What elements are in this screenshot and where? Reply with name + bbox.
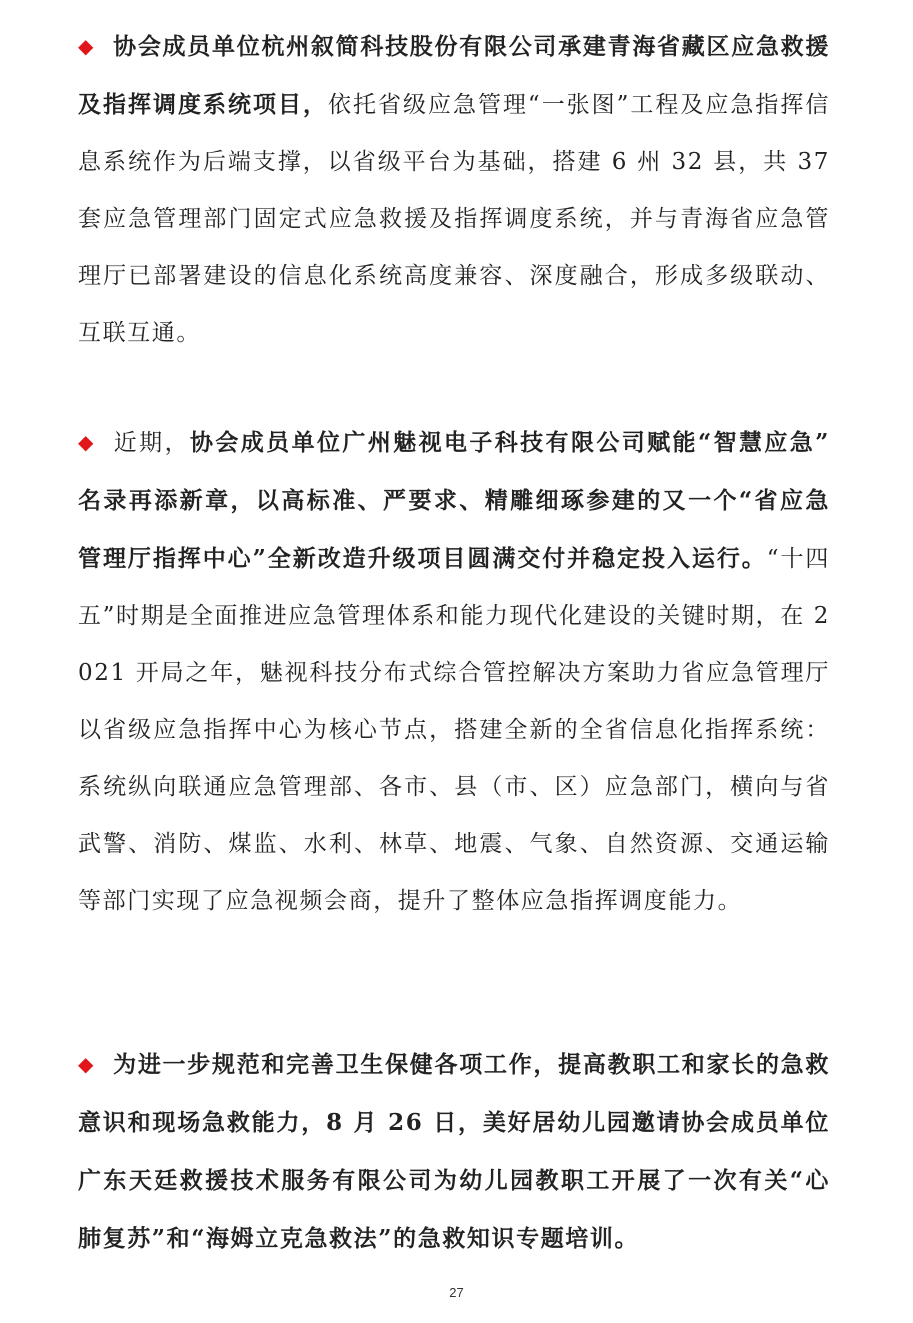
news-paragraph-3 <box>78 1036 830 1268</box>
red-diamond-bullet-icon: ◆ <box>78 34 95 58</box>
news-paragraph-2 <box>78 414 830 930</box>
paragraph-3-bold-text: 为进一步规范和完善卫生保健各项工作，提高教职工和家长的急救意识和现场急救能力，8 月 26 日，美好居幼儿园邀请协会成员单位广东天廷救援技术服务有限公司为幼儿园教职工开展了一次有关“心肺复苏”和“海姆立克急救法”的急救知识专题培训。 <box>78 1051 830 1252</box>
paragraph-2-bold-text: 协会成员单位广州魅视电子科技有限公司赋能“智慧应急”名录再添新章，以高标准、严要求、精雕细琢参建的又一个“省应急管理厅指挥中心”全新改造升级项目圆满交付并稳定投入运行。 <box>78 429 830 572</box>
red-diamond-bullet-icon: ◆ <box>78 430 95 454</box>
paragraph-2-body-text: “十四五”时期是全面推进应急管理体系和能力现代化建设的关键时期，在 2021 开局之年，魅视科技分布式综合管控解决方案助力省应急管理厅以省级应急指挥中心为核心节点，搭建全新的全省信息化指挥系统：系统纵向联通应急管理部、各市、县（市、区）应急部门，横向与省武警、消防、煤监、水利、林草、地震、气象、自然资源、交通运输等部门实现了应急视频会商，提升了整体应急指挥调度能力。 <box>78 546 831 914</box>
paragraph-2-lead-text: 近期， <box>112 430 190 456</box>
news-paragraph-1 <box>78 18 830 362</box>
paragraph-1-body-text: 依托省级应急管理“一张图”工程及应急指挥信息系统作为后端支撑，以省级平台为基础，搭建 6 州 32 县，共 37 套应急管理部门固定式应急救援及指挥调度系统，并与青海省应急管理厅已部署建设的信息化系统高度兼容、深度融合，形成多级联动、互联互通。 <box>78 92 831 346</box>
paragraph-1-bold-text: 协会成员单位杭州叙简科技股份有限公司承建青海省藏区应急救援及指挥调度系统项目， <box>78 33 830 118</box>
page-number: 27 <box>449 1285 464 1300</box>
red-diamond-bullet-icon: ◆ <box>78 1052 95 1076</box>
